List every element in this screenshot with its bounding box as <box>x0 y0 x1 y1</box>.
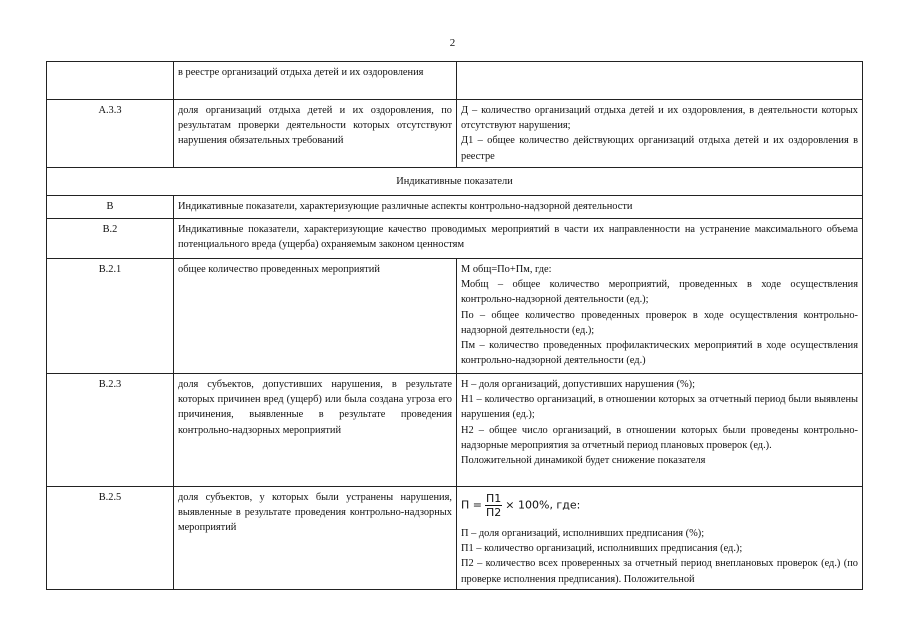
formula-line: М общ=По+Пм, где: <box>461 264 552 275</box>
table-row-b-2 <box>47 219 863 259</box>
section-title: Индикативные показатели <box>47 168 863 196</box>
formula-line: П1 – количество организаций, исполнивших предписания (ед.); <box>461 543 743 555</box>
formula-line: Мобщ – общее количество мероприятий, проведенных в ходе осуществления контрольно-надзорной деятельности (ед.); <box>461 279 858 306</box>
row-code: В.2.3 <box>47 374 174 487</box>
table-row-b <box>47 196 863 219</box>
formula-rhs: × 100%, где: <box>505 498 581 512</box>
row-formula <box>457 374 863 487</box>
table-row-b-2-1 <box>47 259 863 374</box>
table-row-continuation <box>47 62 863 100</box>
table-row-a-3-3 <box>47 100 863 168</box>
formula-line: Д – количество организаций отдыха детей и их оздоровления, в деятельности которых отсутствуют нарушения; <box>461 105 858 132</box>
fraction-formula <box>461 492 858 526</box>
formula-denominator: П2 <box>486 506 502 519</box>
row-formula <box>457 100 863 168</box>
row-code: В.2 <box>47 219 174 259</box>
row-name: общее количество проведенных мероприятий <box>174 259 457 374</box>
row-name: доля субъектов, допустивших нарушения, в результате которых причинен вред (ущерб) или была создана угроза его причинения, выявленные в результате проведения контрольно-надзорных мероприятий <box>174 374 457 487</box>
formula-numerator: П1 <box>486 492 502 505</box>
formula-line: Пм – количество проведенных профилактических мероприятий в ходе осуществления контрольно-надзорной деятельности (ед.) <box>461 340 858 367</box>
formula-line: Д1 – общее количество действующих организаций отдыха детей и их оздоровления в реестре <box>461 135 858 162</box>
row-name: Индикативные показатели, характеризующие качество проводимых мероприятий в части их направленности на устранение максимального объема потенциального вреда (ущерба) охраняемым законом ценностям <box>174 219 863 259</box>
formula-line: П – доля организаций, исполнивших предписания (%); <box>461 528 705 539</box>
row-code: В.2.5 <box>47 487 174 590</box>
page-number: 2 <box>449 37 456 49</box>
formula-line: Н1 – количество организаций, в отношении которых за отчетный период были выявлены нарушения (ед.); <box>461 394 858 421</box>
row-code: А.3.3 <box>47 100 174 168</box>
table-row-b-2-5 <box>47 487 863 590</box>
row-code: В <box>47 196 174 219</box>
formula-lhs: П = <box>461 498 482 512</box>
row-code: В.2.1 <box>47 259 174 374</box>
row-formula <box>457 259 863 374</box>
row-code <box>47 62 174 100</box>
indicators-table <box>46 61 863 590</box>
row-formula <box>457 487 863 590</box>
section-header-row <box>47 168 863 196</box>
formula-line: По – общее количество проведенных проверок в ходе осуществления контрольно-надзорной деятельности (ед.); <box>461 309 858 336</box>
formula-line: П2 – количество всех проверенных за отчетный период внеплановых проверок (ед.) (по проверке исполнения предписания). Положительной <box>461 558 858 585</box>
row-name: доля субъектов, у которых были устранены нарушения, выявленные в результате проведения контрольно-надзорных мероприятий <box>174 487 457 590</box>
row-name: в реестре организаций отдыха детей и их оздоровления <box>174 62 457 100</box>
row-name: Индикативные показатели, характеризующие различные аспекты контрольно-надзорной деятельности <box>174 196 863 219</box>
formula-line: Н – доля организаций, допустивших нарушения (%); <box>461 379 695 390</box>
formula-line: Положительной динамикой будет снижение показателя <box>461 455 706 467</box>
formula-line: Н2 – общее число организаций, в отношении которых были проведены контрольно-надзорные мероприятия за отчетный период плановых проверок (ед.). <box>461 424 858 451</box>
table-row-b-2-3 <box>47 374 863 487</box>
formula-fraction <box>485 492 502 519</box>
row-name: доля организаций отдыха детей и их оздоровления, по результатам проверки деятельности которых отсутствуют нарушения обязательных требований <box>174 100 457 168</box>
row-formula <box>457 62 863 100</box>
